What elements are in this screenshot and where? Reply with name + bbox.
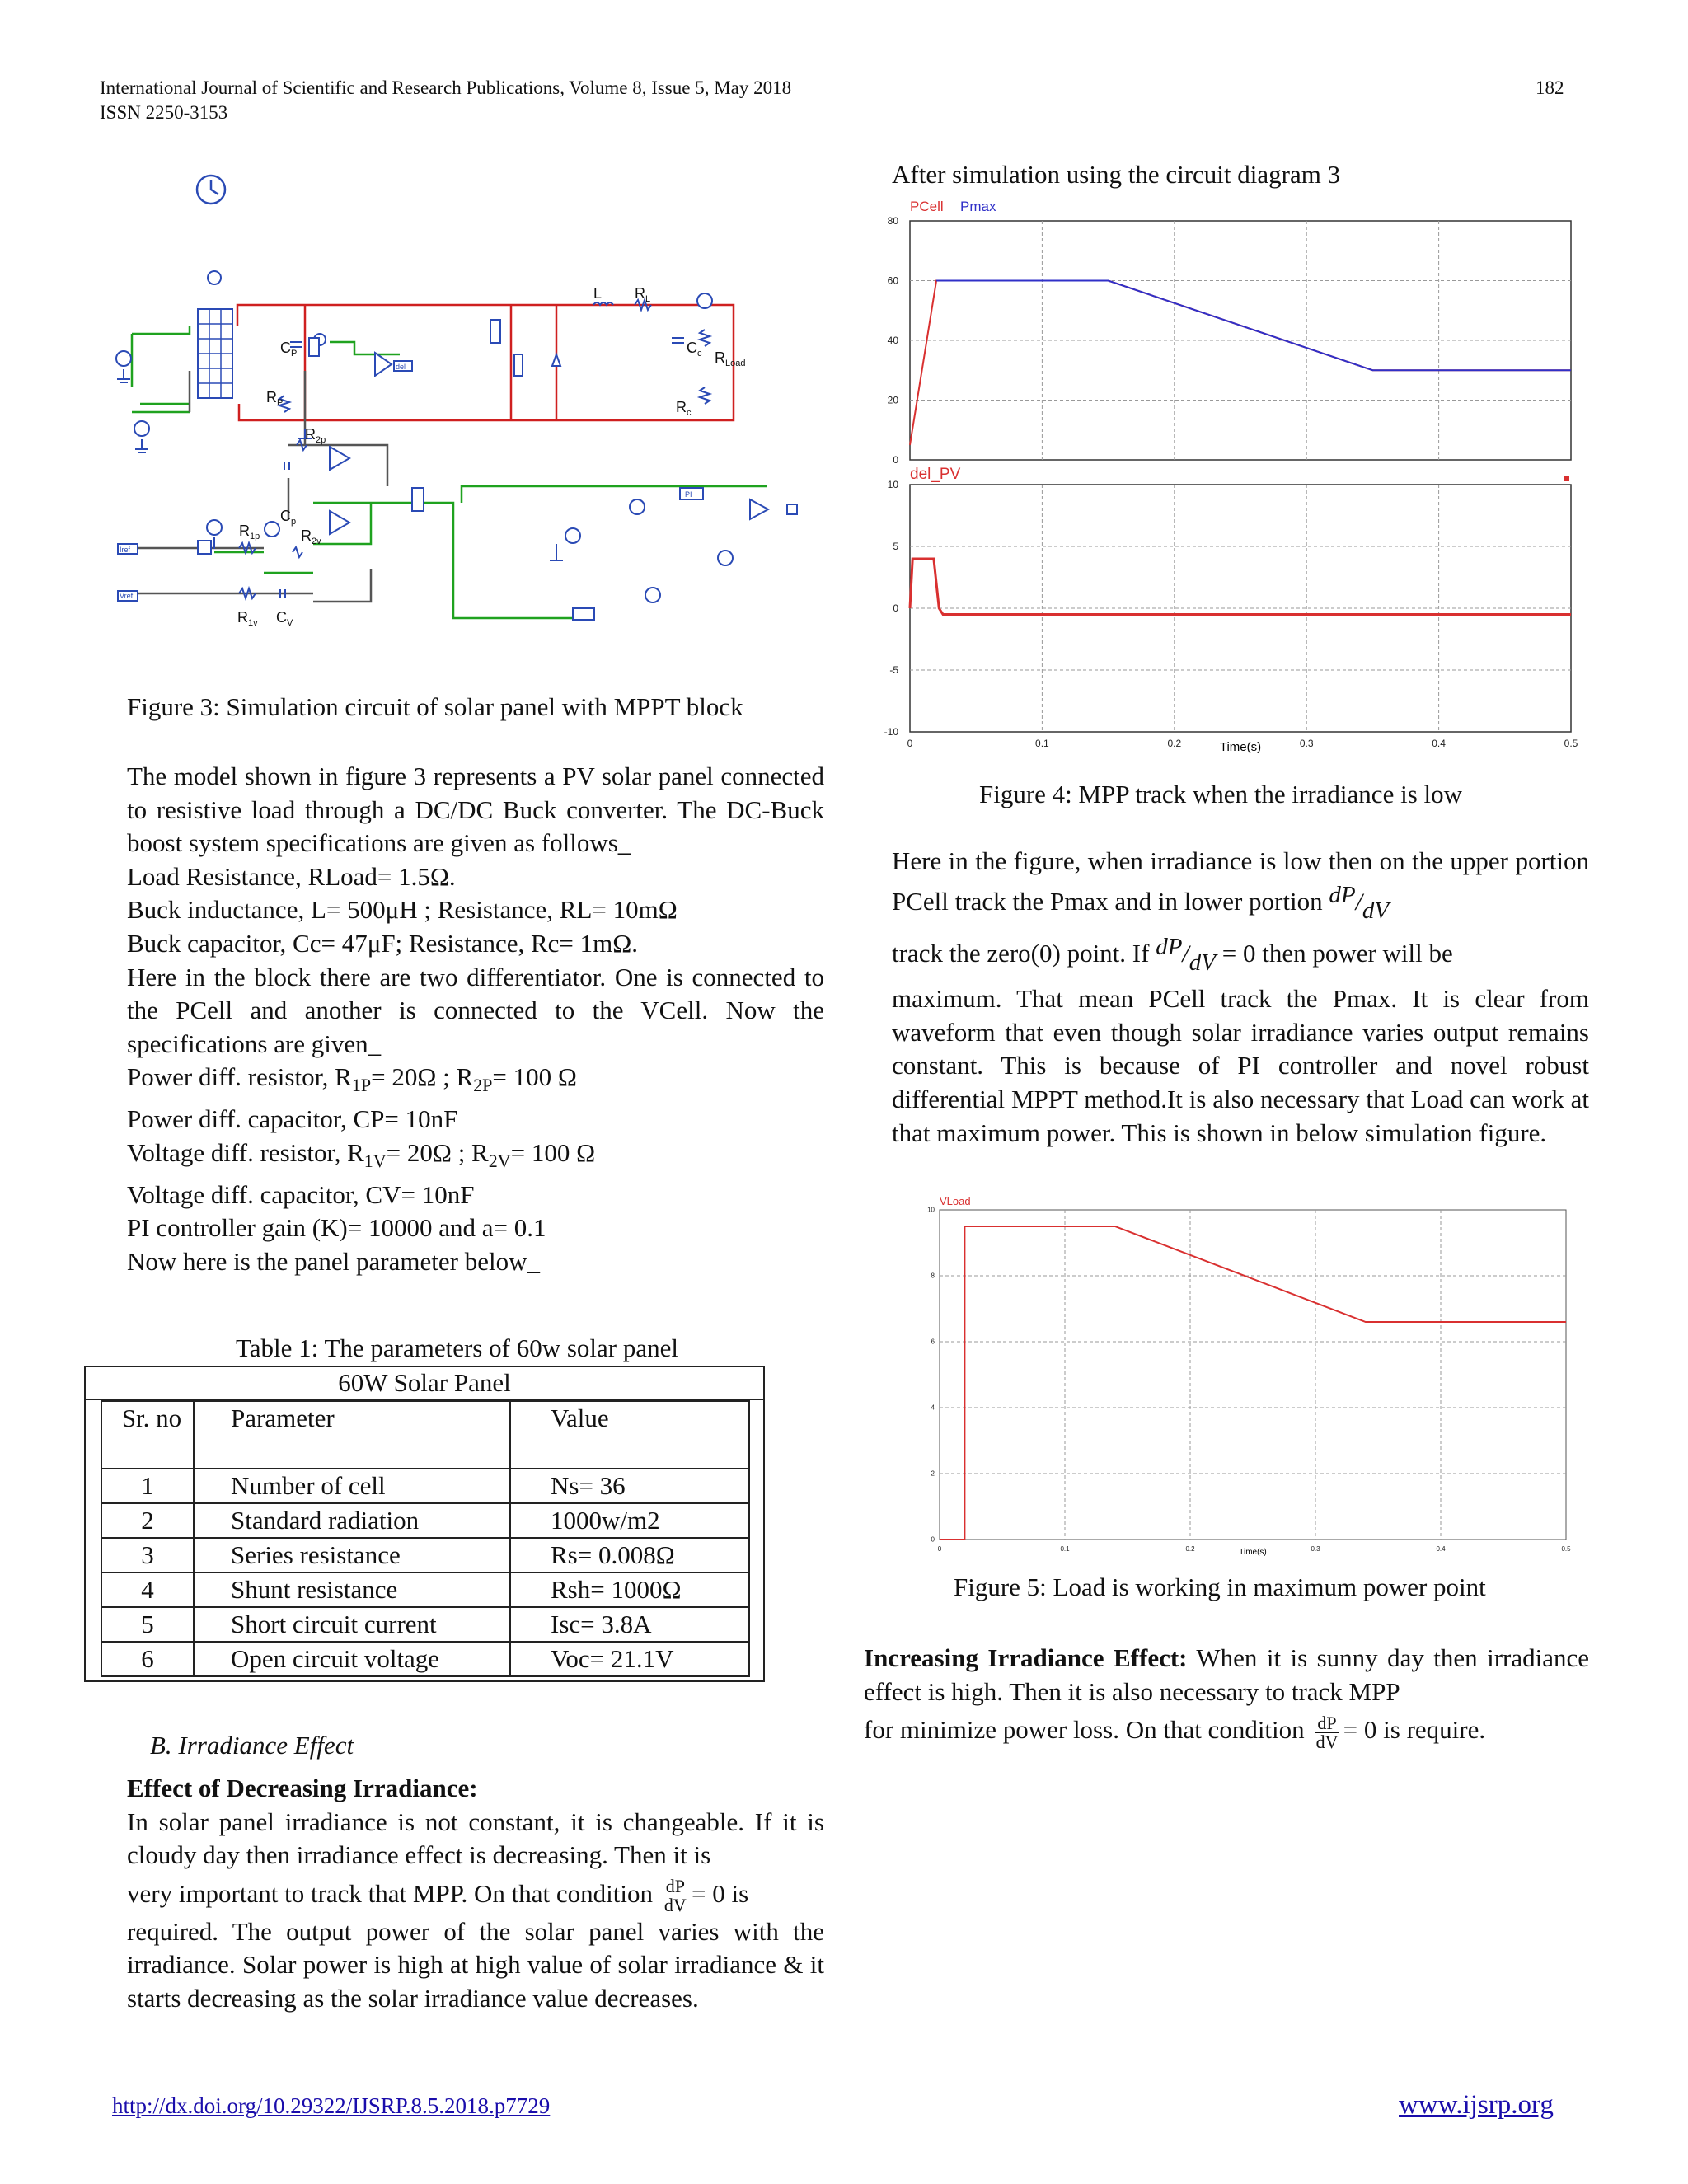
svg-text:Cp: $C_p$: [280, 508, 297, 527]
header-srno: Sr. no: [101, 1401, 194, 1469]
table-row: 4 Shunt resistance Rsh= 1000Ω: [101, 1572, 749, 1607]
figure-3-circuit: [107, 157, 832, 659]
table-row: 6 Open circuit voltage Voc= 21.1V: [101, 1642, 749, 1676]
spec-pi-controller: PI controller gain (K)= 10000 and a= 0.1: [127, 1213, 546, 1243]
paragraph-figure-explain-a: Here in the figure, when irradiance is low then on the upper portion PCell track the Pmax and in lower portion $^{dP}/_{dV}$: [892, 846, 1589, 924]
y-tick-label: 5: [893, 541, 898, 552]
svg-text:RP: $R_P$: [266, 389, 284, 408]
header-value: Value: [510, 1401, 749, 1469]
figure-4-svg: [865, 194, 1582, 763]
figure-4-caption: Figure 4: MPP track when the irradiance is low: [979, 780, 1463, 808]
svg-text:R2v: $R_{2v}$: [301, 527, 321, 546]
fraction-italic-dp-dv-2: $^{dP}/_{dV}$: [1156, 934, 1216, 977]
chart-delpv-title: del_PV: [910, 466, 961, 483]
svg-text:R2p: $R_{2p}$: [305, 426, 326, 445]
table-header-row: [101, 1401, 749, 1469]
table-row: 3 Series resistance Rs= 0.008Ω: [101, 1538, 749, 1572]
fig4-xlabel: Time(s): [1219, 740, 1262, 754]
x-tick-label: 0: [937, 1545, 942, 1553]
paragraph-figure-explain-b: track the zero(0) point. If $^{dP}/_{dV} = 0$ then power will be: [892, 934, 1453, 977]
capacitor-Cp: [290, 342, 302, 347]
table-1-caption: Table 1: The parameters of 60w solar panel: [236, 1333, 678, 1362]
website-link[interactable]: www.ijsrp.org: [1399, 2090, 1554, 2120]
svg-text:Rc: $R_c$: [676, 399, 692, 418]
spec-panel-intro: Now here is the panel parameter below_: [127, 1246, 540, 1276]
table-body: [101, 1400, 750, 1677]
journal-header: International Journal of Scientific and Research Publications, Volume 8, Issue 5, May 2018: [100, 77, 792, 98]
svg-text:PI: PI: [685, 490, 692, 499]
paragraph-decreasing-c: required. The output power of the solar panel varies with the irradiance. Solar power is high at high value of solar irradiance & it starts decreasing as the solar irradiance value decreases.: [127, 1916, 824, 2013]
parameters-table: [84, 1366, 765, 1682]
paragraph-increasing-b: for minimize power loss. On that condition $\frac{dP}{dV}$ = 0 is require.: [864, 1712, 1486, 1752]
figure-4-charts: [865, 194, 1582, 763]
svg-text:CP: $C_P$: [280, 340, 298, 359]
y-tick-label: 4: [931, 1404, 935, 1412]
right-column-text: [892, 845, 1589, 1150]
fig5-xlabel: Time(s): [1239, 1548, 1267, 1556]
paragraph-differentiator: Here in the block there are two differentiator. One is connected to the PCell and another is connected to the VCell. Now the specifications are given_: [127, 962, 824, 1058]
y-tick-label: -5: [889, 664, 898, 676]
x-tick-label: 0.2: [1185, 1545, 1195, 1553]
figure-3-caption: Figure 3: Simulation circuit of solar panel with MPPT block: [127, 692, 743, 721]
x-tick-label: 0.5: [1561, 1545, 1571, 1553]
svg-text:RL: $R_L$: [635, 285, 651, 304]
fraction-italic-dp-dv: $^{dP}/_{dV}$: [1329, 881, 1390, 924]
y-tick-label: 60: [887, 274, 898, 287]
table-row: 1 Number of cell Ns= 36: [101, 1469, 749, 1503]
y-tick-label: 10: [927, 1206, 935, 1214]
spec-capacitor: Buck capacitor, Cc= 47μF; Resistance, Rc= 1mΩ.: [127, 928, 639, 958]
marker-square: [1564, 476, 1569, 481]
svg-text:R1p: $R_{1p}$: [239, 523, 260, 541]
y-tick-label: 8: [931, 1272, 935, 1280]
y-tick-label: 6: [931, 1338, 935, 1346]
x-tick-label: 0.4: [1436, 1545, 1446, 1553]
x-tick-label: 0.1: [1035, 738, 1049, 749]
x-tick-label: 0.1: [1060, 1545, 1070, 1553]
y-tick-label: 10: [887, 479, 898, 490]
table-row: 5 Short circuit current Isc= 3.8A: [101, 1607, 749, 1642]
figure-5-svg: [915, 1193, 1574, 1556]
y-tick-label: 80: [887, 215, 898, 227]
increasing-irradiance-section: [864, 1642, 1589, 1751]
solar-panel-icon: [198, 309, 232, 398]
page-number: 182: [1536, 77, 1564, 98]
svg-text:Vref: Vref: [120, 592, 134, 600]
figure-5-caption: Figure 5: Load is working in maximum power point: [954, 1572, 1486, 1601]
paragraph-increasing-a: Increasing Irradiance Effect: When it is sunny day then irradiance effect is high. Then it is also necessary to track MPP: [864, 1643, 1590, 1706]
figure-5-chart: [915, 1193, 1574, 1556]
legend-pcell: PCell: [910, 199, 944, 214]
after-simulation-text: After simulation using the circuit diagram 3: [892, 160, 1341, 189]
svg-text:del: del: [396, 363, 406, 371]
issn: ISSN 2250-3153: [100, 102, 228, 123]
chart-vload-title: VLoad: [940, 1195, 971, 1207]
section-heading: B. Irradiance Effect: [150, 1731, 354, 1760]
svg-text:Iref: Iref: [120, 546, 131, 554]
decreasing-subheading: Effect of Decreasing Irradiance:: [127, 1774, 478, 1802]
x-tick-label: 0.5: [1564, 738, 1578, 749]
table-title: 60W Solar Panel: [86, 1367, 763, 1400]
svg-text:RLoad: $R_{Load}$: [715, 349, 746, 368]
paragraph-decreasing-a: In solar panel irradiance is not constant, it is changeable. If it is cloudy day then irradiance effect is decreasing. Then it is: [127, 1807, 824, 1870]
spec-load: Load Resistance, RLoad= 1.5Ω.: [127, 861, 456, 891]
power-loop-wire: [237, 305, 734, 420]
fraction-dp-dv: $\frac{dP}{dV}$: [663, 1876, 687, 1916]
chart-vload-frame: [940, 1210, 1566, 1540]
doi-link[interactable]: http://dx.doi.org/10.29322/IJSRP.8.5.2018.p7729: [112, 2093, 551, 2118]
y-tick-label: 0: [893, 602, 898, 614]
spec-voltage-capacitor: Voltage diff. capacitor, CV= 10nF: [127, 1179, 475, 1209]
legend-pmax: Pmax: [960, 199, 996, 214]
x-tick-label: 0.3: [1311, 1545, 1320, 1553]
y-tick-label: 0: [893, 454, 898, 466]
left-column-text: [127, 760, 824, 1278]
spec-inductance: Buck inductance, L= 500μH ; Resistance, RL= 10mΩ: [127, 895, 678, 925]
x-tick-label: 0.2: [1167, 738, 1182, 749]
resistor-R2v: [293, 547, 302, 557]
header-parameter: Parameter: [194, 1401, 510, 1469]
svg-text:R1v: $R_{1v}$: [237, 609, 258, 628]
y-tick-label: 0: [931, 1535, 935, 1544]
y-tick-label: 20: [887, 394, 898, 406]
spec-power-capacitor: Power diff. capacitor, CP= 10nF: [127, 1104, 458, 1134]
table-row: 2 Standard radiation 1000w/m2: [101, 1503, 749, 1538]
paragraph-decreasing-b: very important to track that MPP. On that condition $\frac{dP}{dV}$ = 0 is: [127, 1876, 749, 1916]
x-tick-label: 0.3: [1299, 738, 1314, 749]
paragraph-figure-explain-c: maximum. That mean PCell track the Pmax. It is clear from waveform that even though solar irradiance varies output remains constant. This is because of PI controller and novel robust differential MPPT method.It is also necessary that Load can work at that maximum power. This is shown in below simulation figure.: [892, 984, 1589, 1147]
y-tick-label: 2: [931, 1469, 935, 1478]
svg-text:CV: $C_V$: [276, 609, 293, 628]
x-tick-label: 0: [907, 738, 913, 749]
capacitor-Cc: [672, 338, 684, 343]
clock-hands-icon: [211, 180, 218, 194]
decreasing-irradiance-section: [127, 1772, 824, 2016]
y-tick-label: -10: [884, 726, 898, 738]
label-L: L: [593, 285, 603, 302]
resistor-Rc: [700, 387, 710, 404]
x-tick-label: 0.4: [1432, 738, 1446, 749]
capacitor-Cp2: [284, 462, 289, 470]
svg-text:Cc: $C_c$: [687, 340, 702, 359]
spec-voltage-resistor: Voltage diff. resistor, $R_{1V}= 20\Omega$ ; $R_{2V}= 100$ Ω: [127, 1137, 596, 1171]
paragraph-model: The model shown in figure 3 represents a PV solar panel connected to resistive load through a DC/DC Buck converter. The DC-Buck boost system specifications are given as follows_: [127, 762, 824, 858]
y-tick-label: 40: [887, 335, 898, 346]
resistor-Rload: [700, 330, 710, 346]
fraction-dp-dv-right: $\frac{dP}{dV}$: [1315, 1712, 1339, 1752]
spec-power-resistor: Power diff. resistor, $R_{1P}= 20\Omega$ ; $R_{2P}= 100$ Ω: [127, 1062, 577, 1096]
circuit-diagram: [107, 157, 832, 659]
